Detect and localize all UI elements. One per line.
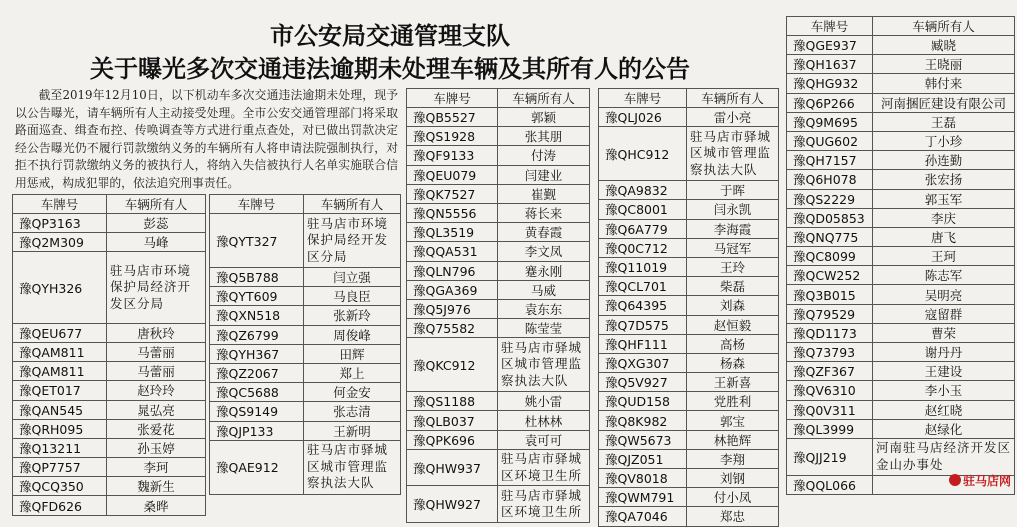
plate-number: 豫QGE937 [787,36,873,55]
vehicle-owner: 臧晓 [873,36,1015,55]
table-row [599,488,779,507]
table-row [599,353,779,372]
plate-number: 豫QQA531 [407,242,498,261]
vehicle-table-2 [209,194,401,495]
table-row [599,277,779,296]
vehicle-owner: 魏新生 [107,477,206,496]
table-row [599,127,779,181]
vehicle-owner: 刘钢 [687,469,779,488]
owner-header: 车辆所有人 [873,17,1015,36]
vehicle-owner: 马峰 [107,233,206,252]
plate-number: 豫Q0C712 [599,238,687,257]
plate-number: 豫QYH326 [13,252,107,323]
table-row [407,319,590,338]
vehicle-owner: 王建设 [873,362,1015,381]
vehicle-owner: 王珂 [873,247,1015,266]
plate-number: 豫Q11019 [599,257,687,276]
table-row [210,402,401,421]
plate-number: 豫Q8K982 [599,411,687,430]
table-row [407,411,590,430]
vehicle-owner: 驻马店市环境保护局经开发区分局 [304,214,401,268]
plate-number: 豫QCQ350 [13,477,107,496]
table-row [210,421,401,440]
plate-number: 豫Q2M309 [13,233,107,252]
table-row [787,400,1015,419]
plate-header: 车牌号 [407,89,498,108]
vehicle-table-1 [12,194,206,516]
table-row [13,438,206,457]
vehicle-owner: 王玲 [687,257,779,276]
vehicle-owner: 闫立强 [304,268,401,287]
plate-number: 豫QAN545 [13,400,107,419]
table-row [210,344,401,363]
plate-number: 豫Q5B788 [210,268,304,287]
vehicle-owner: 李海霞 [687,219,779,238]
vehicle-owner: 于晖 [687,181,779,200]
table-row [599,392,779,411]
plate-number: 豫QHF111 [599,334,687,353]
plate-number: 豫QZ6799 [210,325,304,344]
table-row [13,381,206,400]
table-row [407,127,590,146]
table-row [787,266,1015,285]
table-row [407,338,590,392]
plate-header: 车牌号 [599,89,687,108]
plate-number: 豫QC5688 [210,383,304,402]
plate-number: 豫QCL701 [599,277,687,296]
plate-number: 豫QQL066 [787,475,873,494]
table-row [787,131,1015,150]
vehicle-owner: 桑晔 [107,496,206,515]
vehicle-owner: 王新喜 [687,373,779,392]
plate-number: 豫QA9832 [599,181,687,200]
table-row [599,108,779,127]
table-row [210,383,401,402]
vehicle-owner: 驻马店市驿城区城市管理监察执法大队 [304,440,401,494]
vehicle-owner: 赵恒毅 [687,315,779,334]
table-row [599,334,779,353]
vehicle-table-5 [786,16,1015,495]
vehicle-owner: 晁弘亮 [107,400,206,419]
vehicle-owner: 丁小珍 [873,131,1015,150]
plate-number: 豫Q5J976 [407,299,498,318]
plate-number: 豫Q5V927 [599,373,687,392]
vehicle-table-3 [406,88,590,523]
vehicle-owner: 寇留群 [873,304,1015,323]
vehicle-owner: 李珂 [107,458,206,477]
vehicle-owner: 韩付来 [873,74,1015,93]
plate-number: 豫QWM791 [599,488,687,507]
table-row [407,203,590,222]
vehicle-owner: 唐飞 [873,227,1015,246]
logo-icon [949,474,961,486]
plate-number: 豫QS1188 [407,392,498,411]
table-row [407,486,590,523]
vehicle-owner: 党胜利 [687,392,779,411]
site-watermark [949,472,1011,489]
vehicle-owner: 高杨 [687,334,779,353]
vehicle-owner: 马蕾丽 [107,342,206,361]
plate-number: 豫Q73793 [787,343,873,362]
table-row [13,419,206,438]
vehicle-owner: 赵玲玲 [107,381,206,400]
plate-number: 豫QUD158 [599,392,687,411]
watermark-text: 驻马店网 [962,474,1011,488]
table-row [787,227,1015,246]
vehicle-owner: 赵红晓 [873,400,1015,419]
plate-number: 豫QLB037 [407,411,498,430]
table-row [13,362,206,381]
plate-number: 豫QV8018 [599,469,687,488]
table-row [407,165,590,184]
vehicle-owner: 陈志军 [873,266,1015,285]
table-row [13,477,206,496]
table-row [787,55,1015,74]
plate-number: 豫QL3999 [787,419,873,438]
vehicle-owner: 驻马店市驿城区环境卫生所 [498,486,590,523]
plate-number: 豫QEU677 [13,323,107,342]
table-row [787,208,1015,227]
table-row [787,93,1015,112]
vehicle-owner: 姚小雷 [498,392,590,411]
plate-number: 豫QZF367 [787,362,873,381]
vehicle-owner: 蒋长来 [498,203,590,222]
vehicle-owner: 闫永凯 [687,200,779,219]
table-row [787,438,1015,475]
vehicle-owner: 马冠军 [687,238,779,257]
vehicle-owner: 崔觐 [498,184,590,203]
plate-number: 豫QC8001 [599,200,687,219]
vehicle-owner: 郭玉军 [873,189,1015,208]
plate-number: 豫Q79529 [787,304,873,323]
plate-number: 豫Q6A779 [599,219,687,238]
table-row [407,280,590,299]
table-row [407,299,590,318]
plate-number: 豫QZ2067 [210,363,304,382]
vehicle-owner: 李翔 [687,449,779,468]
plate-number: 豫QYH367 [210,344,304,363]
plate-number: 豫Q6H078 [787,170,873,189]
table-row [407,430,590,449]
plate-number: 豫QAE912 [210,440,304,494]
table-row [599,296,779,315]
notice-title: 市公安局交通管理支队 [270,22,510,50]
vehicle-owner: 谢丹丹 [873,343,1015,362]
table-row [407,108,590,127]
vehicle-table-4 [598,88,779,527]
plate-number: 豫QW5673 [599,430,687,449]
table-row [599,219,779,238]
vehicle-owner: 陈莹莹 [498,319,590,338]
vehicle-owner: 张新玲 [304,306,401,325]
plate-number: 豫QAM811 [13,342,107,361]
table-row [787,381,1015,400]
table-row [787,36,1015,55]
table-row [599,469,779,488]
plate-number: 豫Q7D575 [599,315,687,334]
vehicle-owner: 蹇永刚 [498,261,590,280]
plate-number: 豫QH1637 [787,55,873,74]
table-row [599,449,779,468]
plate-number: 豫QJJ219 [787,438,873,475]
plate-number: 豫QP3163 [13,214,107,233]
vehicle-owner: 马蕾丽 [107,362,206,381]
table-row [210,268,401,287]
table-row [787,285,1015,304]
vehicle-owner: 李小玉 [873,381,1015,400]
vehicle-owner: 张宏扬 [873,170,1015,189]
vehicle-owner: 河南捆匠建设有限公司 [873,93,1015,112]
table-row [787,112,1015,131]
plate-number: 豫QHG932 [787,74,873,93]
table-row [787,362,1015,381]
table-row [787,151,1015,170]
plate-number: 豫Q13211 [13,438,107,457]
plate-number: 豫QHC912 [599,127,687,181]
plate-number: 豫QUG602 [787,131,873,150]
vehicle-owner: 袁东东 [498,299,590,318]
table-row [787,343,1015,362]
vehicle-owner: 付小凤 [687,488,779,507]
table-row [787,304,1015,323]
vehicle-owner: 曹荣 [873,323,1015,342]
table-row [599,373,779,392]
table-row [407,449,590,486]
plate-number: 豫QN5556 [407,203,498,222]
table-row [13,214,206,233]
plate-number: 豫QS1928 [407,127,498,146]
table-row [787,74,1015,93]
plate-number: 豫QB5527 [407,108,498,127]
table-row [210,363,401,382]
table-row [210,214,401,268]
table-row [599,257,779,276]
plate-number: 豫QCW252 [787,266,873,285]
owner-header: 车辆所有人 [498,89,590,108]
table-row [13,323,206,342]
plate-number: 豫Q3B015 [787,285,873,304]
table-row [599,411,779,430]
vehicle-owner: 郑忠 [687,507,779,526]
vehicle-owner: 驻马店市驿城区城市管理监察执法大队 [687,127,779,181]
vehicle-owner: 王晓丽 [873,55,1015,74]
vehicle-owner: 柴磊 [687,277,779,296]
vehicle-owner: 李庆 [873,208,1015,227]
table-row [13,496,206,515]
table-row [13,458,206,477]
vehicle-owner: 驻马店市驿城区城市管理监察执法大队 [498,338,590,392]
table-row [599,238,779,257]
table-row [210,306,401,325]
plate-number: 豫QJP133 [210,421,304,440]
table-row [599,507,779,526]
vehicle-owner: 何金安 [304,383,401,402]
owner-header: 车辆所有人 [304,195,401,214]
table-row [13,233,206,252]
plate-number: 豫QPK696 [407,430,498,449]
plate-number: 豫QXG307 [599,353,687,372]
plate-number: 豫QS9149 [210,402,304,421]
vehicle-owner: 闫建业 [498,165,590,184]
vehicle-owner: 李文凤 [498,242,590,261]
vehicle-owner: 河南驻马店经济开发区金山办事处 [873,438,1015,475]
plate-number: 豫QGA369 [407,280,498,299]
plate-number: 豫QHW937 [407,449,498,486]
plate-header: 车牌号 [787,17,873,36]
vehicle-owner: 刘森 [687,296,779,315]
plate-number: 豫Q9M695 [787,112,873,131]
table-row [407,392,590,411]
plate-number: 豫QEU079 [407,165,498,184]
vehicle-owner: 张爱花 [107,419,206,438]
plate-number: 豫Q75582 [407,319,498,338]
table-row [210,325,401,344]
vehicle-owner: 杜林林 [498,411,590,430]
owner-header: 车辆所有人 [687,89,779,108]
vehicle-owner: 田辉 [304,344,401,363]
vehicle-owner: 唐秋玲 [107,323,206,342]
vehicle-owner: 周俊峰 [304,325,401,344]
vehicle-owner: 雷小亮 [687,108,779,127]
plate-number: 豫Q0V311 [787,400,873,419]
vehicle-owner: 吴明亮 [873,285,1015,304]
vehicle-owner: 郭宝 [687,411,779,430]
plate-number: 豫QYT327 [210,214,304,268]
table-row [599,315,779,334]
table-row [13,252,206,323]
plate-number: 豫QXN518 [210,306,304,325]
table-row [599,430,779,449]
owner-header: 车辆所有人 [107,195,206,214]
vehicle-owner: 张其朋 [498,127,590,146]
plate-number: 豫QYT609 [210,287,304,306]
plate-number: 豫QP7757 [13,458,107,477]
notice-intro: 截至2019年12月10日，以下机动车多次交通违法逾期未处理，现予以公告曝光，请车辆所有人主动接受处理。全市公安交通管理部门将采取路面巡查、缉查布控、传唤调查等方式进行重点查处，对已做出罚款决定经公告曝光仍不履行罚款缴纳义务的车辆所有人将申请法院强制执行，对拒不执行罚款缴纳义务的被执行人，将纳入失信被执行人名单实施联合信用惩戒，构成犯罪的，依法追究刑事责任。 [15,88,398,190]
plate-number: 豫QKC912 [407,338,498,392]
table-row [407,223,590,242]
table-row [599,200,779,219]
vehicle-owner: 郑上 [304,363,401,382]
plate-header: 车牌号 [210,195,304,214]
vehicle-owner: 郭颖 [498,108,590,127]
table-row [407,242,590,261]
vehicle-owner: 赵绿化 [873,419,1015,438]
table-row [407,184,590,203]
vehicle-owner: 林艳辉 [687,430,779,449]
plate-number: 豫QA7046 [599,507,687,526]
plate-number: 豫QD1173 [787,323,873,342]
plate-number: 豫QLN796 [407,261,498,280]
table-row [407,261,590,280]
plate-number: 豫QS2229 [787,189,873,208]
plate-number: 豫QHW927 [407,486,498,523]
plate-number: 豫QJZ051 [599,449,687,468]
plate-number: 豫QC8099 [787,247,873,266]
vehicle-owner: 付涛 [498,146,590,165]
vehicle-owner: 驻马店市环境保护局经济开发区分局 [107,252,206,323]
vehicle-owner: 王新明 [304,421,401,440]
table-row [787,419,1015,438]
vehicle-owner: 马威 [498,280,590,299]
plate-number: 豫QF9133 [407,146,498,165]
table-row [13,342,206,361]
plate-number: 豫QH7157 [787,151,873,170]
table-row [210,440,401,494]
plate-header: 车牌号 [13,195,107,214]
vehicle-owner: 孙玉婷 [107,438,206,457]
vehicle-owner: 驻马店市驿城区环境卫生所 [498,449,590,486]
table-row [787,189,1015,208]
table-row [787,170,1015,189]
vehicle-owner: 袁可可 [498,430,590,449]
vehicle-owner: 彭蕊 [107,214,206,233]
plate-number: 豫Q64395 [599,296,687,315]
plate-number: 豫QD05853 [787,208,873,227]
table-row [210,287,401,306]
vehicle-owner: 黄春霞 [498,223,590,242]
plate-number: 豫QAM811 [13,362,107,381]
vehicle-owner: 杨森 [687,353,779,372]
vehicle-owner: 孙连勤 [873,151,1015,170]
table-row [599,181,779,200]
plate-number: 豫QET017 [13,381,107,400]
vehicle-owner: 王磊 [873,112,1015,131]
table-row [13,400,206,419]
plate-number: 豫QLJ026 [599,108,687,127]
plate-number: 豫QV6310 [787,381,873,400]
plate-number: 豫Q6P266 [787,93,873,112]
table-row [407,146,590,165]
vehicle-owner: 张志清 [304,402,401,421]
plate-number: 豫QFD626 [13,496,107,515]
table-row [787,323,1015,342]
vehicle-owner: 马良臣 [304,287,401,306]
plate-number: 豫QK7527 [407,184,498,203]
plate-number: 豫QNQ775 [787,227,873,246]
plate-number: 豫QL3519 [407,223,498,242]
table-row [787,247,1015,266]
notice-subtitle: 关于曝光多次交通违法逾期未处理车辆及其所有人的公告 [90,55,690,83]
plate-number: 豫QRH095 [13,419,107,438]
